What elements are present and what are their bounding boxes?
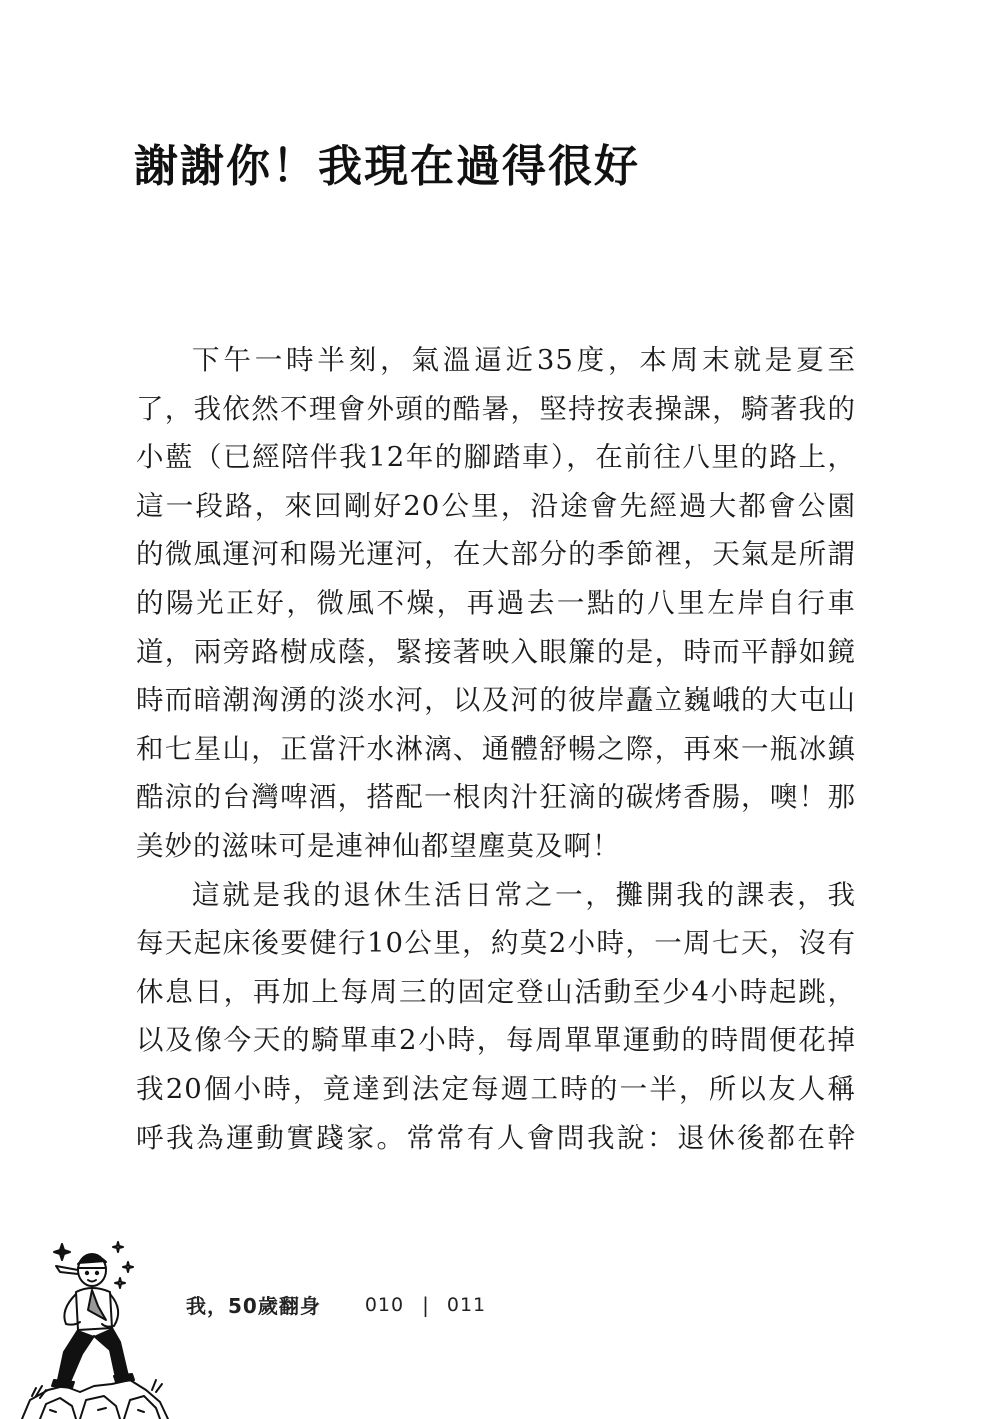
man-on-mountain-icon [20,1240,170,1419]
text-line: 時而暗潮洶湧的淡水河，以及河的彼岸矗立巍峨的大屯山 [136,684,856,717]
text-line: 每天起床後要健行10公里，約莫2小時，一周七天，沒有 [136,927,856,960]
text-line: 的陽光正好，微風不燥，再過去一點的八里左岸自行車 [136,586,856,619]
page-title: 謝謝你！我現在過得很好 [134,141,640,192]
text-line: 這就是我的退休生活日常之一，攤開我的課表，我 [192,878,856,911]
page-footer [186,1290,486,1319]
text-line: 休息日，再加上每周三的固定登山活動至少4小時起跳， [136,975,856,1008]
text-line: 這一段路，來回剛好20公里，沿途會先經過大都會公園 [136,489,856,522]
text-line: 小藍（已經陪伴我12年的腳踏車），在前往八里的路上， [136,441,856,474]
page-number-left: 010 [364,1293,405,1316]
text-line: 和七星山，正當汗水淋漓、通體舒暢之際，再來一瓶冰鎮 [136,732,856,765]
text-line: 了，我依然不理會外頭的酷暑，堅持按表操課，騎著我的 [136,392,856,425]
page-separator: | [422,1292,429,1317]
text-line: 我20個小時，竟達到法定每週工時的一半，所以友人稱 [136,1072,856,1105]
text-line: 道，兩旁路樹成蔭，緊接著映入眼簾的是，時而平靜如鏡 [136,635,856,668]
text-line: 美妙的滋味可是連神仙都望塵莫及啊！ [136,829,621,862]
text-line: 呼我為運動實踐家。常常有人會問我說：退休後都在幹 [136,1121,856,1154]
body-text [136,336,856,1162]
book-title: 我，50歲翻身 [186,1294,321,1318]
text-line: 以及像今天的騎單車2小時，每周單單運動的時間便花掉 [136,1024,856,1057]
text-line: 酷涼的台灣啤酒，搭配一根肉汁狂滴的碳烤香腸，噢！那 [136,781,856,814]
page-number-right: 011 [446,1293,487,1316]
text-line: 的微風運河和陽光運河，在大部分的季節裡，天氣是所謂 [136,538,856,571]
text-line: 下午一時半刻，氣溫逼近35度，本周末就是夏至 [192,344,856,376]
